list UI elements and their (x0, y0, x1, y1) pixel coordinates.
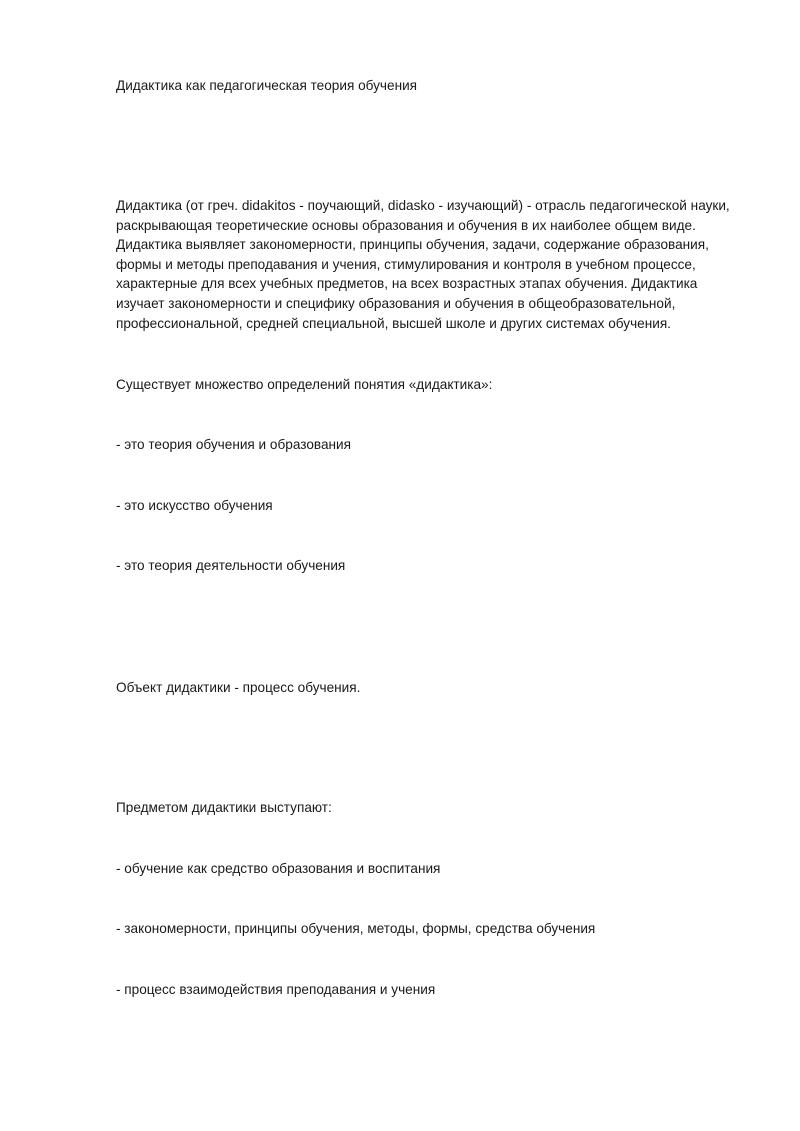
definitions-heading: Существует множество определений понятия «дидактика»: (116, 377, 493, 392)
definition-item: - это теория обучения и образования (116, 437, 351, 452)
object-statement: Объект дидактики - процесс обучения. (116, 680, 361, 695)
document-title: Дидактика как педагогическая теория обучения (116, 78, 418, 93)
intro-paragraph: Дидактика (от греч. didakitos - поучающий, didasko - изучающий) - отрасль педагогической науки, раскрывающая теоретические основы образования и обучения в их наиболее общем виде. Дидактика выявляет закономерности, принципы обучения, задачи, содержание образования, формы и методы преподавания и учения, стимулирования и контроля в учебном процессе, характерные для всех учебных предметов, на всех возрастных этапах обучения. Дидактика изучает закономерности и специфику образования и обучения в общеобразовательной, профессиональной, средней специальной, высшей школе и других системах обучения. (116, 198, 730, 331)
definition-item: - это теория деятельности обучения (116, 558, 346, 573)
subject-item: - процесс взаимодействия преподавания и учения (116, 982, 436, 997)
subject-heading: Предметом дидактики выступают: (116, 800, 332, 815)
subject-item: - закономерности, принципы обучения, методы, формы, средства обучения (116, 921, 596, 936)
definition-item: - это искусство обучения (116, 498, 273, 513)
subject-item: - обучение как средство образования и воспитания (116, 861, 441, 876)
